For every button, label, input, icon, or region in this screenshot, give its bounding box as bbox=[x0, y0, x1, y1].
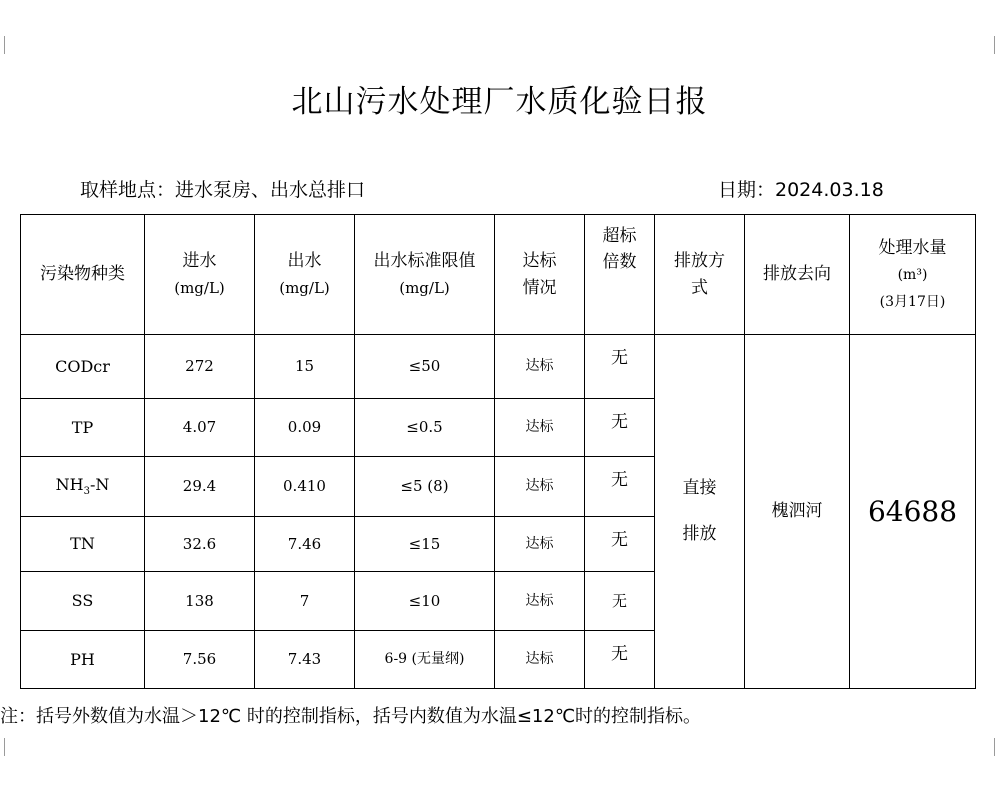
influent-value: 7.56 bbox=[145, 631, 255, 689]
header-status: 达标 情况 bbox=[495, 215, 585, 335]
header-limit: 出水标准限值 (mg/L) bbox=[355, 215, 495, 335]
limit-value: ≤10 bbox=[355, 572, 495, 631]
header-influent: 进水 (mg/L) bbox=[145, 215, 255, 335]
limit-value: ≤5 (8) bbox=[355, 457, 495, 517]
report-title: 北山污水处理厂水质化验日报 bbox=[291, 84, 708, 120]
pollutant-name: TP bbox=[21, 399, 145, 457]
limit-value: ≤15 bbox=[355, 517, 495, 572]
status-value: 达标 bbox=[495, 572, 585, 631]
effluent-value: 0.410 bbox=[255, 457, 355, 517]
header-discharge-destination: 排放去向 bbox=[745, 215, 850, 335]
influent-value: 4.07 bbox=[145, 399, 255, 457]
pollutant-name: TN bbox=[21, 517, 145, 572]
influent-value: 272 bbox=[145, 335, 255, 399]
limit-value: 6-9 (无量纲) bbox=[355, 631, 495, 689]
effluent-value: 7.43 bbox=[255, 631, 355, 689]
pollutant-name: CODcr bbox=[21, 335, 145, 399]
exceed-value: 无 bbox=[585, 457, 655, 517]
report-date: 日期：2024.03.18 bbox=[718, 179, 884, 201]
page-corner-mark bbox=[994, 738, 995, 756]
exceed-value: 无 bbox=[585, 517, 655, 572]
header-pollutant: 污染物种类 bbox=[21, 215, 145, 335]
header-effluent: 出水 (mg/L) bbox=[255, 215, 355, 335]
pollutant-name: $NH_3-N$ bbox=[21, 457, 145, 517]
exceed-value: 无 bbox=[585, 335, 655, 399]
header-discharge-method: 排放方 式 bbox=[655, 215, 745, 335]
effluent-value: 7 bbox=[255, 572, 355, 631]
status-value: 达标 bbox=[495, 399, 585, 457]
influent-value: 138 bbox=[145, 572, 255, 631]
header-volume: 处理水量 (m³) (3月17日) bbox=[850, 215, 976, 335]
exceed-value: 无 bbox=[585, 399, 655, 457]
table-row-codcr bbox=[21, 335, 976, 399]
influent-value: 29.4 bbox=[145, 457, 255, 517]
influent-value: 32.6 bbox=[145, 517, 255, 572]
page-corner-mark bbox=[994, 36, 995, 54]
exceed-value: 无 bbox=[585, 631, 655, 689]
limit-value: ≤0.5 bbox=[355, 399, 495, 457]
status-value: 达标 bbox=[495, 457, 585, 517]
pollutant-name: PH bbox=[21, 631, 145, 689]
status-value: 达标 bbox=[495, 335, 585, 399]
treated-volume: 64688 bbox=[850, 335, 976, 689]
pollutant-name: SS bbox=[21, 572, 145, 631]
header-exceed: 超标 倍数 bbox=[585, 215, 655, 335]
status-value: 达标 bbox=[495, 631, 585, 689]
discharge-destination: 槐泗河 bbox=[745, 335, 850, 689]
effluent-value: 15 bbox=[255, 335, 355, 399]
page-corner-mark bbox=[4, 738, 5, 756]
status-value: 达标 bbox=[495, 517, 585, 572]
exceed-value: 无 bbox=[585, 572, 655, 631]
water-quality-table bbox=[20, 214, 976, 689]
effluent-value: 7.46 bbox=[255, 517, 355, 572]
limit-value: ≤50 bbox=[355, 335, 495, 399]
effluent-value: 0.09 bbox=[255, 399, 355, 457]
page-corner-mark bbox=[4, 36, 5, 54]
discharge-method: 直接 排放 bbox=[655, 335, 745, 689]
sampling-location: 取样地点：进水泵房、出水总排口 bbox=[80, 179, 366, 201]
table-header-row bbox=[21, 215, 976, 335]
footnote: 注：括号外数值为水温＞12℃ 时的控制指标，括号内数值为水温≤12℃时的控制指标。 bbox=[0, 706, 702, 727]
